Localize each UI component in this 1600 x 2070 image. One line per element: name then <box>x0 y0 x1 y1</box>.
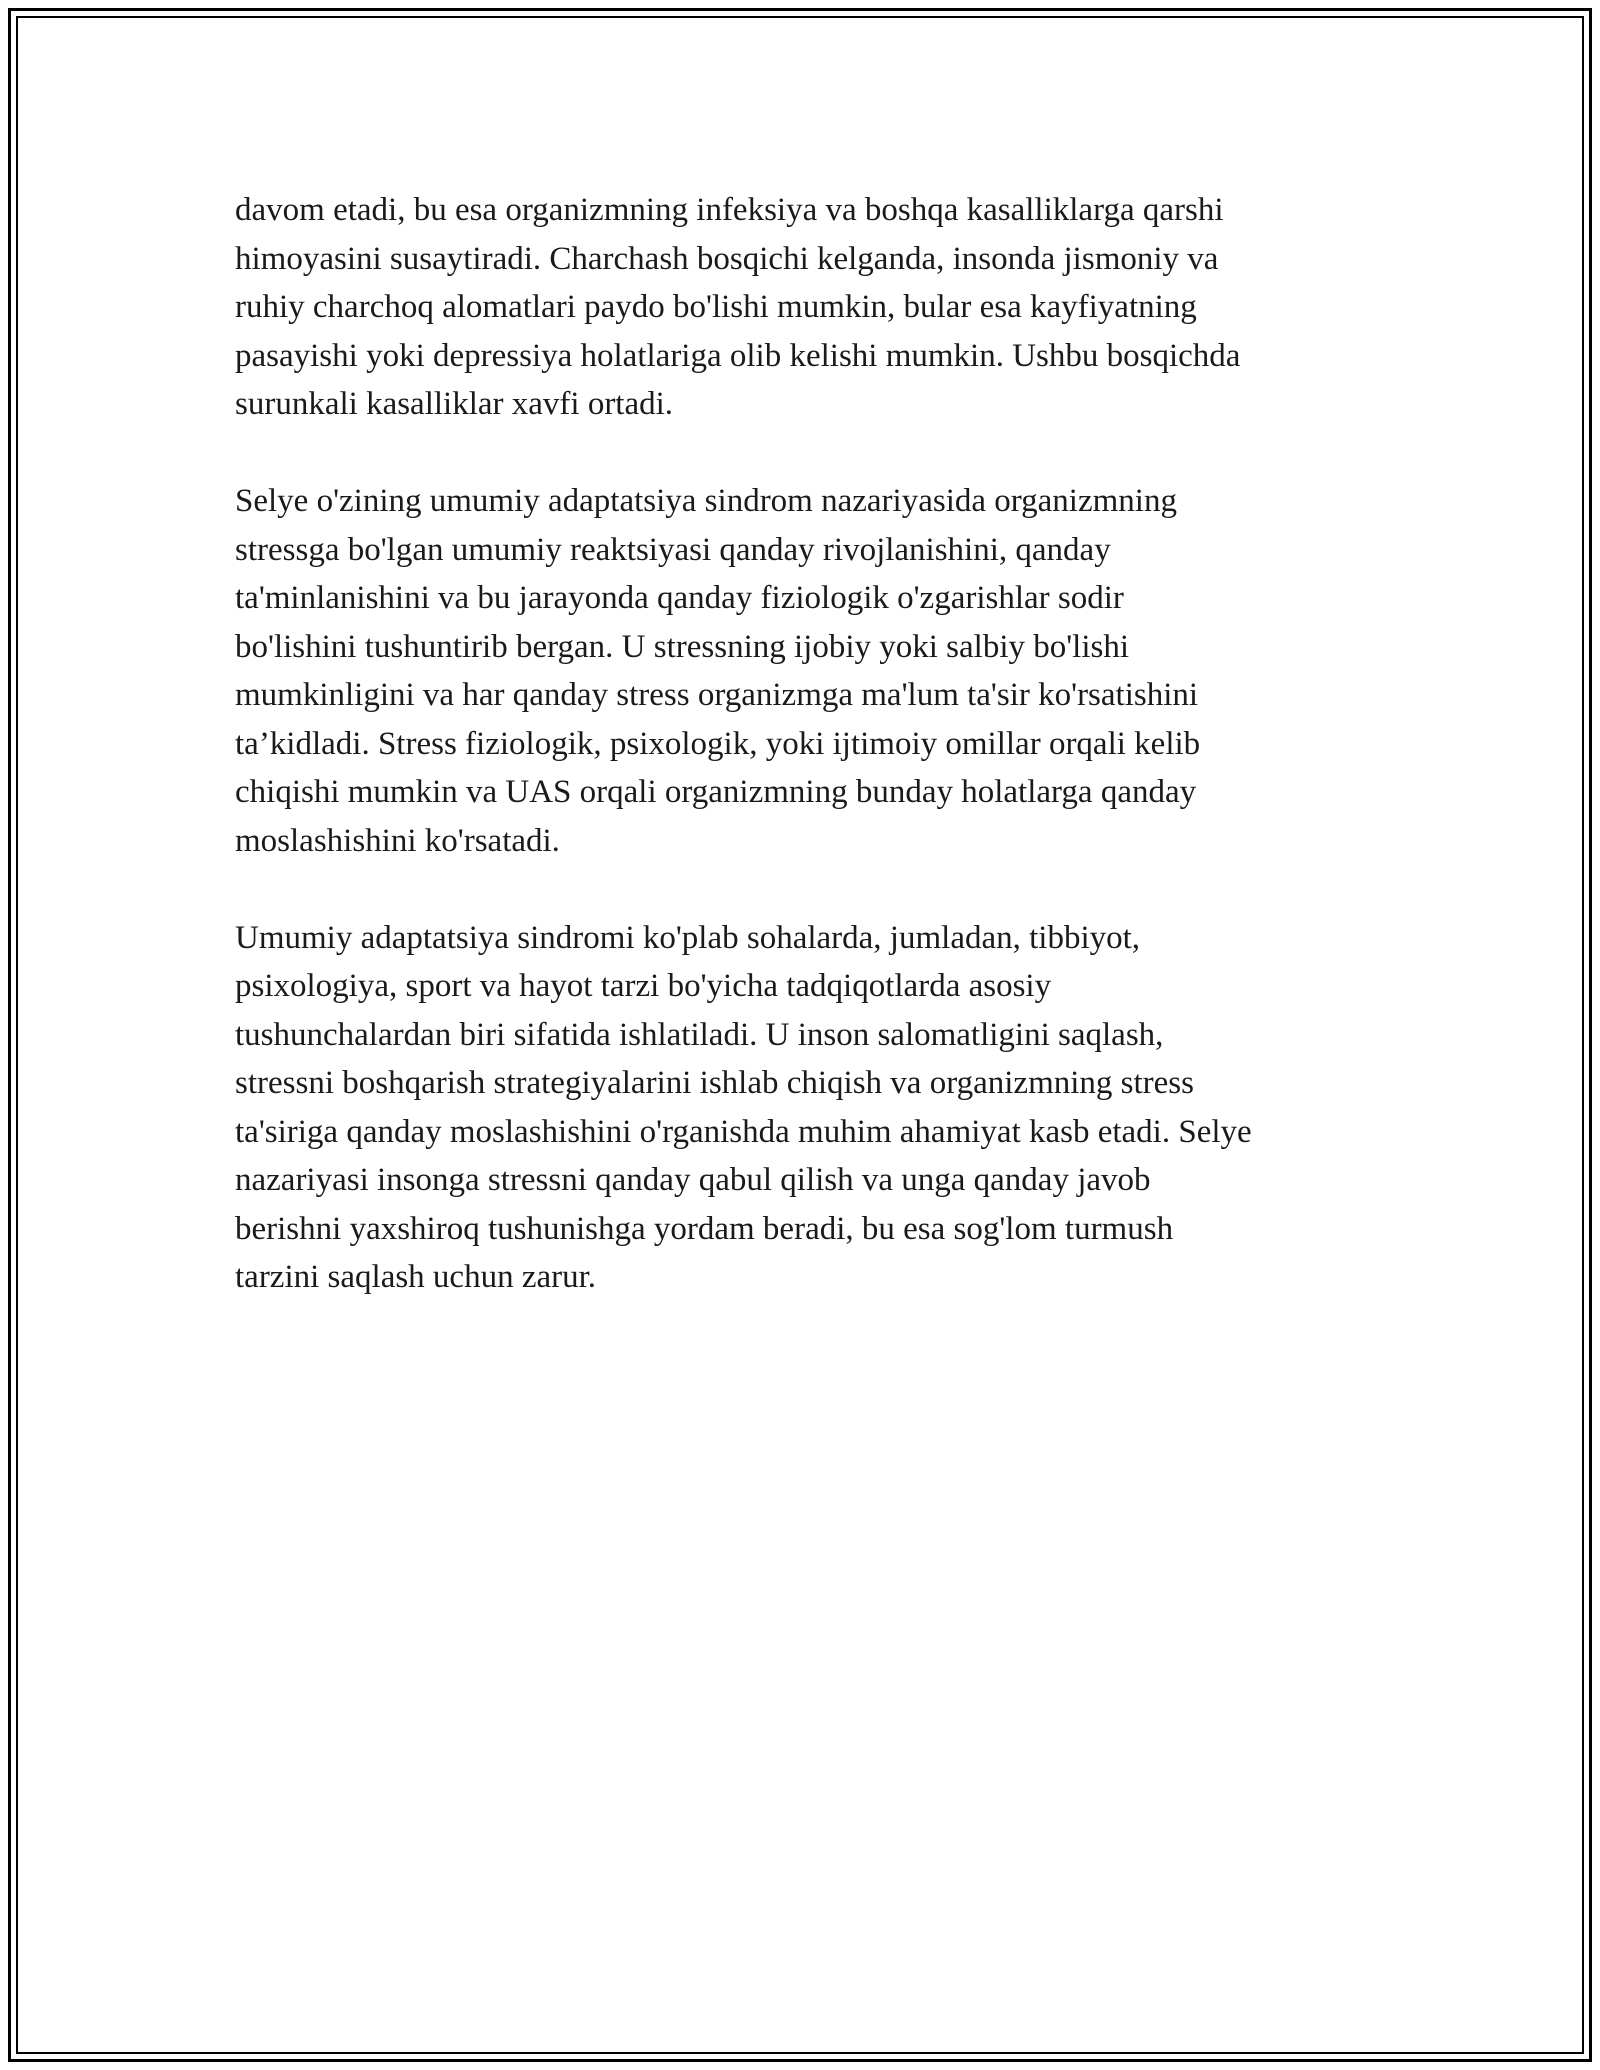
text-line: ta’kidladi. Stress fiziologik, psixologik, yoki ijtimoiy omillar orqali kelib <box>235 725 1201 762</box>
text-line: mumkinligini va har qanday stress organizmga ma'lum ta'sir ko'rsatishini <box>235 677 1199 713</box>
text-line: tushunchalardan biri sifatida ishlatiladi. U inson salomatligini saqlash, <box>235 1016 1164 1053</box>
text-line: ruhiy charchoq alomatlari paydo bo'lishi mumkin, bular esa kayfiyatning <box>235 289 1197 325</box>
text-line: surunkali kasalliklar xavfi ortadi. <box>235 386 674 422</box>
text-line: stressga bo'lgan umumiy reaktsiyasi qanday rivojlanishini, qanday <box>235 531 1111 568</box>
document-body <box>235 186 1395 1350</box>
text-line: moslashishini ko'rsatadi. <box>235 822 560 859</box>
text-line: psixologiya, sport va hayot tarzi bo'yicha tadqiqotlarda asosiy <box>235 968 1052 1004</box>
text-line: davom etadi, bu esa organizmning infeksiya va boshqa kasalliklarga qarshi <box>235 192 1224 228</box>
paragraph-1 <box>235 186 1395 429</box>
text-line: Umumiy adaptatsiya sindromi ko'plab sohalarda, jumladan, tibbiyot, <box>235 919 1141 956</box>
paragraph-3 <box>235 914 1395 1302</box>
text-line: berishni yaxshiroq tushunishga yordam beradi, bu esa sog'lom turmush <box>235 1210 1174 1247</box>
text-line: stressni boshqarish strategiyalarini ishlab chiqish va organizmning stress <box>235 1065 1194 1101</box>
text-line: Selye o'zining umumiy adaptatsiya sindrom nazariyasida organizmning <box>235 483 1177 519</box>
text-line: tarzini saqlash uchun zarur. <box>235 1259 597 1295</box>
text-line: himoyasini susaytiradi. Charchash bosqichi kelganda, insonda jismoniy va <box>235 240 1219 277</box>
text-line: pasayishi yoki depressiya holatlariga olib kelishi mumkin. Ushbu bosqichda <box>235 337 1241 374</box>
text-line: chiqishi mumkin va UAS orqali organizmning bunday holatlarga qanday <box>235 774 1197 810</box>
text-line: ta'minlanishini va bu jarayonda qanday fiziologik o'zgarishlar sodir <box>235 580 1124 616</box>
paragraph-2 <box>235 477 1395 865</box>
text-line: bo'lishini tushuntirib bergan. U stressning ijobiy yoki salbiy bo'lishi <box>235 628 1130 665</box>
text-line: nazariyasi insonga stressni qanday qabul qilish va unga qanday javob <box>235 1162 1151 1198</box>
text-line: ta'siriga qanday moslashishini o'rganishda muhim ahamiyat kasb etadi. Selye <box>235 1113 1252 1150</box>
